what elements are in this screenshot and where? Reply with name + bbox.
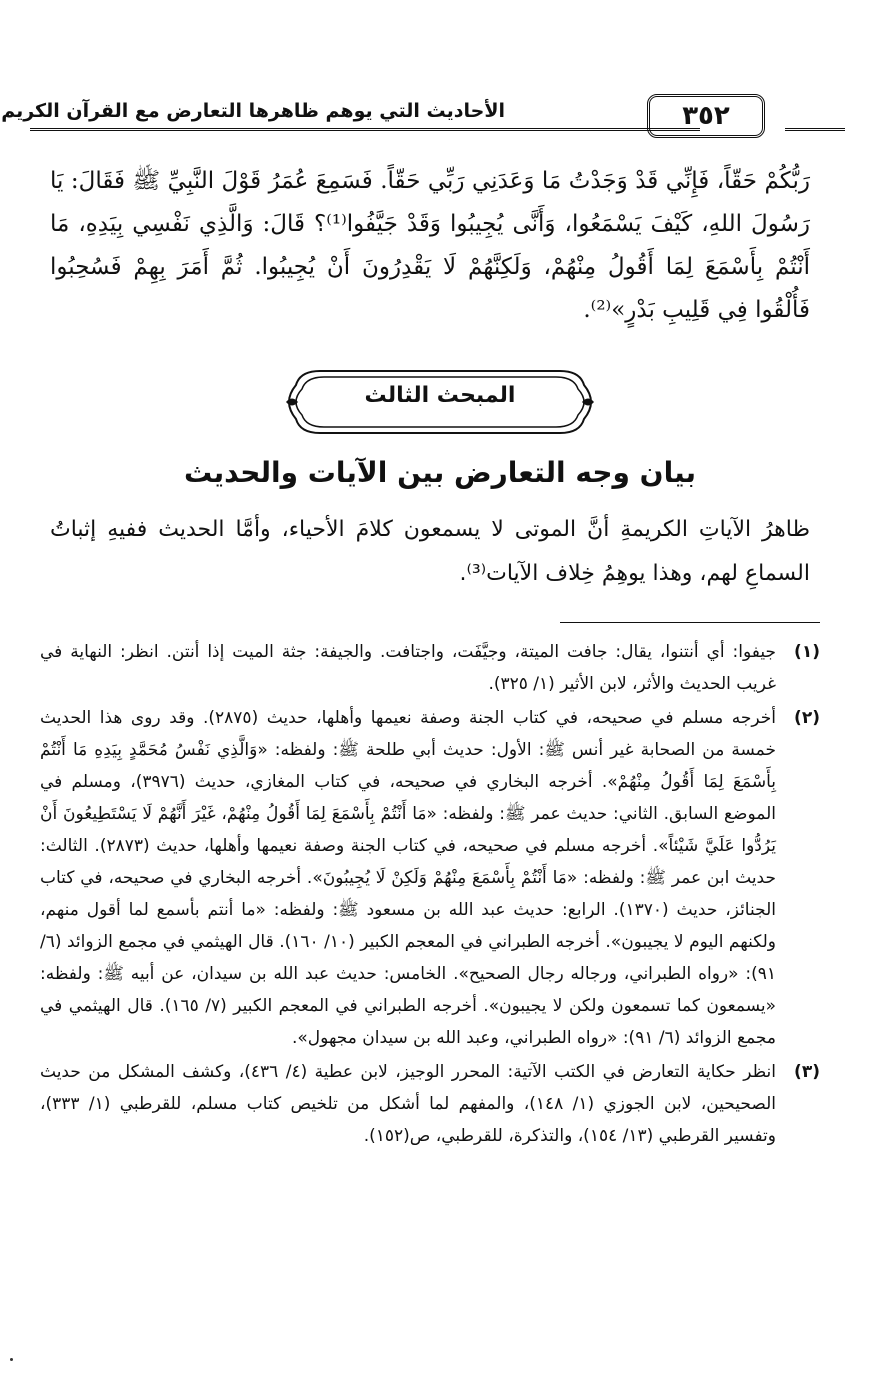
section-ornament <box>280 365 600 439</box>
hadith-paragraph: رَبُّكُمْ حَقّاً، فَإِنِّي قَدْ وَجَدْتُ مَا وَعَدَنِي رَبِّي حَقّاً. فَسَمِعَ عُمَرُ قَوْلَ النَّبِيِّ ﷺ فَقَالَ: يَا رَسُولَ اللهِ، كَيْفَ يَسْمَعُوا، وَأَنَّى يُجِيبُوا وَقَدْ جَيَّفُوا⁽¹⁾؟ قَالَ: وَالَّذِي نَفْسِي بِيَدِهِ، مَا أَنْتُمْ بِأَسْمَعَ لِمَا أَقُولُ مِنْهُمْ، وَلَكِنَّهُمْ لَا يَقْدِرُونَ أَنْ يُجِيبُوا. ثُمَّ أَمَرَ بِهِمْ فَسُحِبُوا فَأُلْقُوا فِي قَلِيبِ بَدْرٍ»⁽²⁾. <box>50 168 810 323</box>
page-speck <box>10 1358 13 1361</box>
main-text <box>50 160 810 332</box>
intro-paragraph: ظاهرُ الآياتِ الكريمةِ أنَّ الموتى لا يسمعون كلامَ الأحياء، وأمَّا الحديث ففيهِ إثباتُ السماعِ لهم، وهذا يوهِمُ خِلاف الآيات⁽³⁾. <box>50 517 810 586</box>
footnote-3 <box>40 1056 820 1152</box>
header-rule <box>30 128 700 131</box>
footnote-separator <box>560 622 820 623</box>
footnote-number: (٣) <box>794 1062 820 1082</box>
header-rule-right <box>785 128 845 131</box>
running-title: الأحاديث التي يوهم ظاهرها التعارض مع القرآن الكريم <box>1 100 505 122</box>
section-heading: بيان وجه التعارض بين الآيات والحديث <box>183 456 697 489</box>
footnote-number: (١) <box>794 642 820 662</box>
footnote-2 <box>40 702 820 1054</box>
footnotes <box>40 636 820 1154</box>
footnote-text: جيفوا: أي أنتنوا، يقال: جافت الميتة، وجيَّفَت، واجتافت. والجيفة: جثة الميت إذا أنتن. انظر: النهاية في غريب الحديث والأثر، لابن الأثير (١/ ٣٢٥). <box>40 642 776 694</box>
footnote-text: انظر حكاية التعارض في الكتب الآتية: المحرر الوجيز، لابن عطية (٤/ ٤٣٦)، وكشف المشكل من حديث الصحيحين، لابن الجوزي (١/ ١٤٨)، والمفهم لما أشكل من تلخيص كتاب مسلم، للقرطبي (١/ ٣٣٣)، وتفسير القرطبي (١٣/ ١٥٤)، والتذكرة، للقرطبي، ص(١٥٢). <box>40 1062 777 1146</box>
footnote-text: أخرجه مسلم في صحيحه، في كتاب الجنة وصفة نعيمها وأهلها، حديث (٢٨٧٥). وقد روى هذا الحديث خمسة من الصحابة غير أنس ﷺ: الأول: حديث أبي طلحة ﷺ: ولفظه: «وَالَّذِي نَفْسُ مُحَمَّدٍ بِيَدِهِ مَا أَنْتُمْ بِأَسْمَعَ لِمَا أَقُولُ مِنْهُمْ». أخرجه البخاري في صحيحه، في كتاب المغازي، حديث (٣٩٧٦)، ومسلم في الموضع السابق. الثاني: حديث عمر ﷺ: ولفظه: «مَا أَنْتُمْ بِأَسْمَعَ لِمَا أَقُولُ مِنْهُمْ، غَيْرَ أَنَّهُمْ لَا يَسْتَطِيعُونَ أَنْ يَرُدُّوا عَلَيَّ شَيْئاً». أخرجه مسلم في صحيحه، في كتاب الجنة وصفة نعيمها وأهلها، حديث (٢٨٧٣). الثالث: حديث ابن عمر ﷺ: ولفظه: «مَا أَنْتُمْ بِأَسْمَعَ مِنْهُمْ وَلَكِنْ لَا يُجِيبُونَ». أخرجه البخاري في صحيحه، في كتاب الجنائز، حديث (١٣٧٠). الرابع: حديث عبد الله بن مسعود ﷺ: ولفظه: «ما أنتم بأسمع لما أقول منهم، ولكنهم اليوم لا يجيبون». أخرجه الطبراني في المعجم الكبير (١٠/ ١٦٠). قال الهيثمي في مجمع الزوائد (٦/ ٩١): «رواه الطبراني، ورجاله رجال الصحيح». الخامس: حديث عبد الله بن سيدان، عن أبيه ﷺ: ولفظه: «يسمعون كما تسمعون ولكن لا يجيبون». أخرجه الطبراني في المعجم الكبير (٧/ ١٦٥). قال الهيثمي في مجمع الزوائد (٦/ ٩١): «رواه الطبراني، وعبد الله بن سيدان مجهول». <box>40 708 776 1048</box>
footnote-number: (٢) <box>794 708 820 728</box>
page-number: ٣٥٢ <box>647 94 765 138</box>
section-label: المبحث الثالث <box>364 383 516 408</box>
page-header <box>1 88 845 150</box>
footnote-1 <box>40 636 820 700</box>
